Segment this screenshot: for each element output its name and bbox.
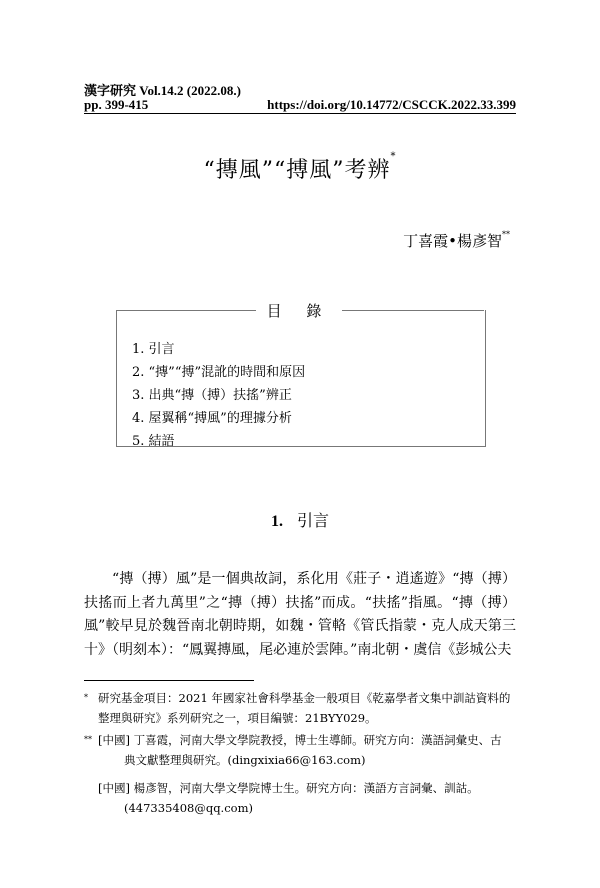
section-number: 1.: [270, 513, 283, 530]
footnote-line: 典文獻整理與研究。(dingxixia66@163.com): [124, 753, 366, 767]
toc-list: [132, 338, 305, 453]
footnote-mark: **: [84, 735, 92, 744]
toc-heading: 目 錄: [266, 302, 332, 320]
footnote-line: 整理與研究》系列研究之一，項目編號：21BYY029。: [98, 711, 377, 725]
toc-item[interactable]: 1. 引言: [132, 342, 175, 357]
header-rule: [84, 113, 516, 114]
section-title: 引言: [296, 511, 329, 530]
toc-item[interactable]: 3. 出典“摶（搏）扶搖”辨正: [132, 388, 292, 403]
footnote-rule: [84, 680, 254, 681]
footnote-line: [中國] 丁喜霞，河南大學文學院教授，博士生導師。研究方向：漢語詞彙史、古: [98, 733, 502, 747]
author-footnote-mark: **: [502, 230, 510, 239]
toc-item[interactable]: 2. “摶”“搏”混訛的時間和原因: [132, 365, 306, 380]
footnote-funding: [84, 688, 524, 728]
author-line: [403, 230, 510, 251]
author-names: 丁喜霞•楊彥智: [403, 232, 502, 250]
page-range: pp. 399-415: [84, 97, 149, 112]
toc-item[interactable]: 5. 結語: [132, 434, 175, 449]
journal-info: 漢字研究 Vol.14.2 (2022.08.): [84, 83, 241, 98]
toc-top-border-left: [116, 310, 256, 311]
paper-title: [0, 153, 600, 184]
title-footnote-mark: *: [390, 151, 397, 162]
footnote-line: 研究基金項目：2021 年國家社會科學基金一般項目《乾嘉學者文集中訓詁資料的: [98, 691, 511, 705]
doi-link[interactable]: https://doi.org/10.14772/CSCCK.2022.33.399: [267, 97, 516, 112]
footnote-mark: *: [84, 693, 88, 702]
paper-title-text: “摶風”“搏風”考辨: [203, 158, 391, 183]
body-paragraph: “摶（搏）風”是一個典故詞，系化用《莊子・逍遙遊》“摶（搏）扶搖而上者九萬里”之“摶（搏）扶搖”而成。“扶搖”指風。“摶（搏）風”較早見於魏晉南北朝時期，如魏・管輅《管氏指蒙・克人成天第三十》（明刻本）：“鳳翼摶風，尾必連於雲陣。”南北朝・虞信《彭城公夫: [84, 571, 516, 658]
footnote-line: (447335408@qq.com): [124, 801, 253, 815]
footnote-author-1: [84, 730, 524, 770]
toc-top-border-right: [342, 310, 484, 311]
section-heading: [0, 508, 600, 531]
footnote-line: [中國] 楊彥智，河南大學文學院博士生。研究方向：漢語方言詞彙、訓詁。: [98, 781, 479, 795]
toc-item[interactable]: 4. 屋翼稱“搏風”的理據分析: [132, 411, 292, 426]
footnote-author-2: [84, 778, 524, 818]
